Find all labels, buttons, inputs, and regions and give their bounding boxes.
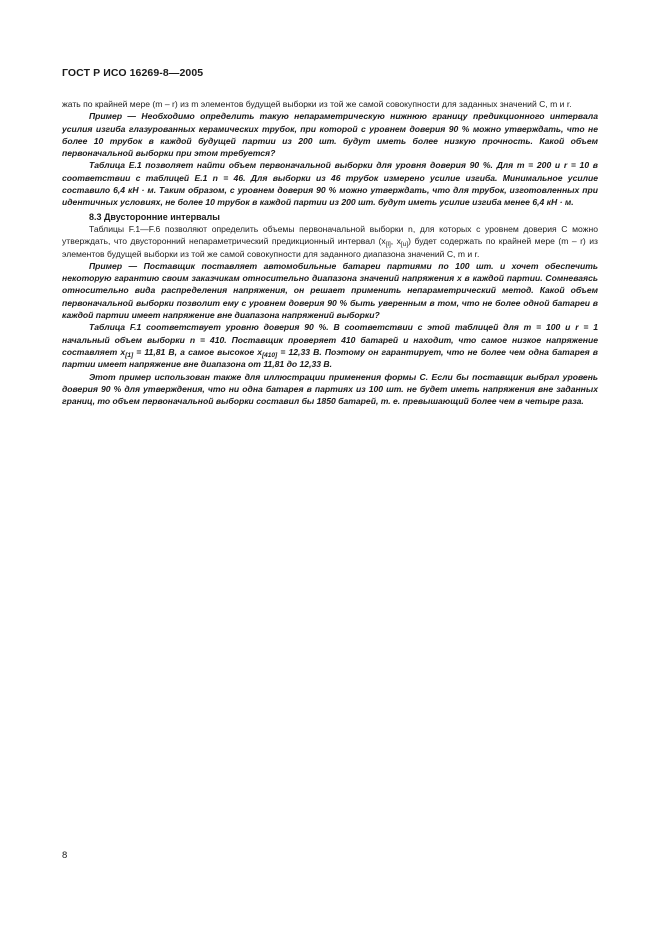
text-fragment: Таблица F.1 соответствует уровню доверия 90 %. В соответствии с этой таблицей для m = 100 и r = 1 начальный объем выборки n = 410. Поставщик проверяет 410 батарей и находит, что самое низкое напряжение составляет x: [62, 322, 598, 357]
subscript-1: [1]: [125, 351, 134, 359]
document-header: ГОСТ Р ИСО 16269-8—2005: [62, 67, 204, 79]
text-fragment: Таблицы F.1—F.6 позволяют определить объемы первоначальной выборки n, для которых с уровнем доверия C можно утверждать, что двусторонний непараметрический предикционный интервал (x: [62, 223, 598, 247]
text-fragment: = 12,33 В. Поэтому он гарантирует, что не более чем одна батарея в партии имеет напряжение вне диапазона от 11,81 до 12,33 В.: [62, 346, 598, 370]
example-paragraph-3: Пример — Поставщик поставляет автомобильные батареи партиями по 100 шт. и хочет обеспечить некоторую гарантию своим заказчикам относительно диапазона значений напряжения x в каждой партии. Сомневаясь относительно вида распределения напряжения, он решает применить непараметрический метод. Какой объем первоначальной выборки позволит ему с уровнем доверия 90 % быть уверенным в том, что не более одной батареи в каждой партии имеет напряжение вне диапазона напряжений выборки?: [62, 260, 598, 321]
text-fragment: = 11,81 В, а самое высокое x: [133, 346, 263, 357]
paragraph-continuation: жать по крайней мере (m – r) из m элементов будущей выборки из той же самой совокупности для заданных значений C, m и r.: [62, 99, 572, 109]
text-fragment: , x: [390, 236, 401, 247]
subscript-410: [410]: [262, 351, 278, 359]
document-body: [62, 98, 598, 407]
text-fragment: ) будет содержать по крайней мере (m – r) из элементов будущей выборки из той же самой совокупности для заданного диапазона значений C, m и r.: [62, 236, 598, 259]
example-paragraph-2: Таблица E.1 позволяет найти объем первоначальной выборки для уровня доверия 90 %. Для m = 200 и r = 10 в соответствии с таблицей E.1 n = 46. Для выборки из 46 трубок измерено усилие изгиба. Минимальное усилие составило 6,4 кН · м. Таким образом, с уровнем доверия 90 % можно утверждать, что для трубок, изготовленных при идентичных условиях, не более 10 трубок в каждой партии из 200 шт. будут иметь усилие изгиба менее 6,4 кН · м.: [62, 160, 598, 208]
example-paragraph-5: Этот пример использован также для иллюстрации применения формы C. Если бы поставщик выбрал уровень доверия 90 % для утверждения, что ни одна батарея в партиях из 100 шт. не будет иметь напряжения вне заданных границ, то объем первоначальной выборки составил бы 1850 батарей, т. е. превышающий более чем в четыре раза.: [62, 371, 598, 407]
page-number: 8: [62, 850, 68, 861]
example-paragraph-1: Пример — Необходимо определить такую непараметрическую нижнюю границу предикционного интервала усилия изгиба глазурованных керамических трубок, при которой с уровнем доверия 90 % можно утверждать, что не более 10 трубок в каждой будущей партии из 200 шт. будут иметь более низкую прочность. Какой объем первоначальной выборки при этом требуется?: [62, 111, 598, 159]
subscript-u: [u]: [400, 241, 409, 249]
section-heading: 8.3 Двусторонние интервалы: [89, 211, 220, 222]
subscript-l: [l]: [385, 241, 391, 249]
section-paragraph: [62, 223, 598, 260]
example-paragraph-4: [62, 321, 598, 370]
